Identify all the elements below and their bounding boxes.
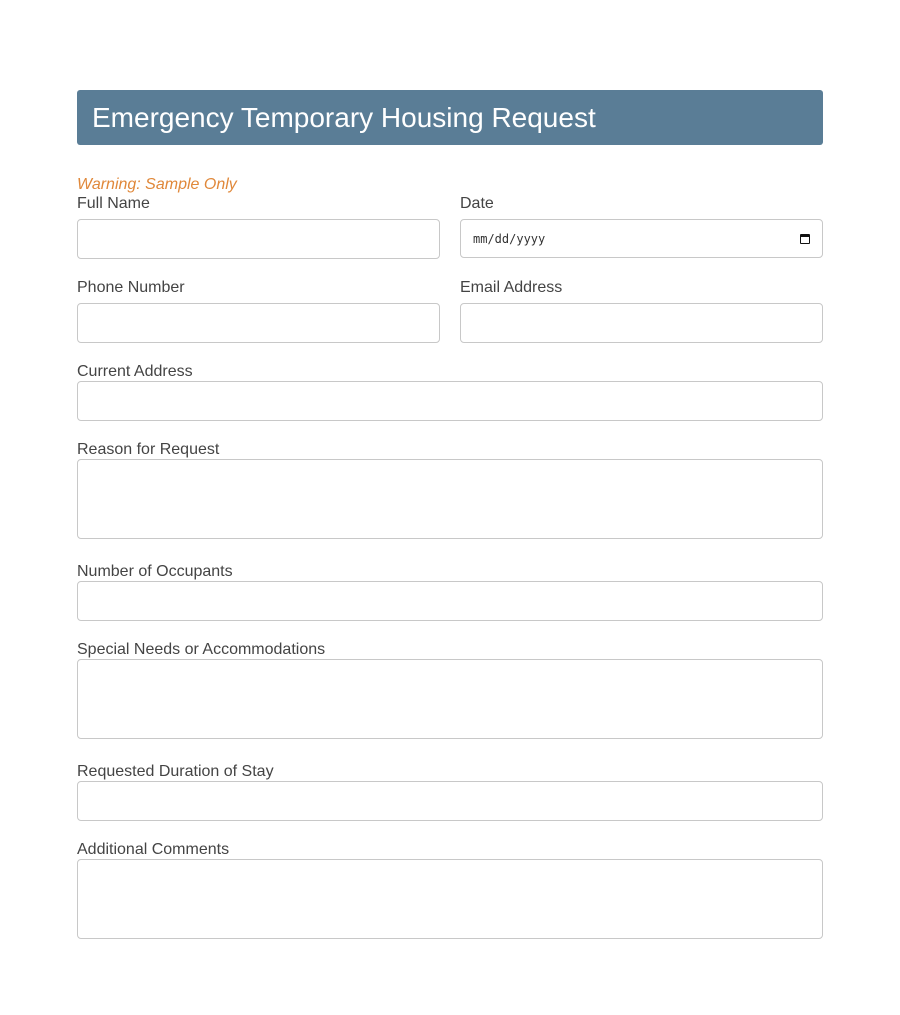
phone-label: Phone Number: [77, 279, 185, 296]
occupants-group: [77, 562, 823, 621]
special-needs-label: Special Needs or Accommodations: [77, 641, 326, 658]
duration-input[interactable]: [77, 781, 823, 821]
reason-label: Reason for Request: [77, 441, 220, 458]
full-name-label: Full Name: [77, 195, 150, 212]
phone-input[interactable]: [77, 303, 440, 343]
current-address-label: Current Address: [77, 363, 193, 380]
calendar-icon[interactable]: [800, 234, 810, 244]
reason-textarea[interactable]: [77, 459, 823, 539]
warning-text: Warning: Sample Only: [77, 176, 237, 193]
date-input[interactable]: [460, 219, 823, 258]
date-placeholder: mm/dd/yyyy: [473, 231, 546, 246]
full-name-group: [77, 194, 440, 259]
date-group: [460, 194, 823, 258]
duration-group: [77, 762, 823, 821]
date-label: Date: [460, 195, 494, 212]
occupants-input[interactable]: [77, 581, 823, 621]
current-address-input[interactable]: [77, 381, 823, 421]
duration-label: Requested Duration of Stay: [77, 763, 274, 780]
special-needs-textarea[interactable]: [77, 659, 823, 739]
comments-label: Additional Comments: [77, 841, 230, 858]
email-input[interactable]: [460, 303, 823, 343]
reason-group: [77, 440, 823, 539]
current-address-group: [77, 362, 823, 421]
full-name-input[interactable]: [77, 219, 440, 259]
email-label: Email Address: [460, 279, 563, 296]
email-group: [460, 278, 823, 343]
comments-group: [77, 840, 823, 939]
comments-textarea[interactable]: [77, 859, 823, 939]
phone-group: [77, 278, 440, 343]
special-needs-group: [77, 640, 823, 739]
occupants-label: Number of Occupants: [77, 563, 233, 580]
form-container: [77, 90, 823, 858]
page-title: Emergency Temporary Housing Request: [77, 90, 823, 145]
